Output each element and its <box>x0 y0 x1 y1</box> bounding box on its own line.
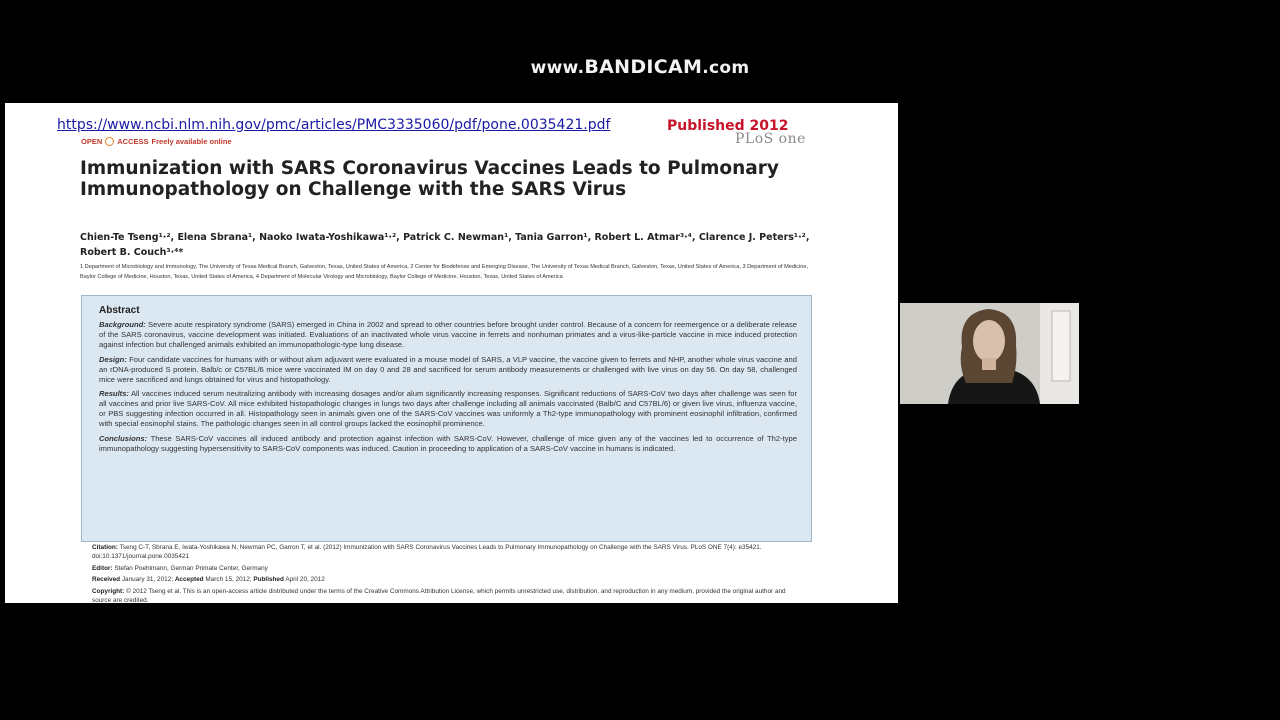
published-date-label: Published <box>253 576 284 584</box>
open-access-badge <box>81 137 232 146</box>
accepted-label: Accepted <box>174 576 204 584</box>
editor-label: Editor: <box>92 564 113 572</box>
design-label: Design: <box>99 354 127 364</box>
dates <box>92 576 792 585</box>
bandicam-watermark <box>0 56 1280 78</box>
editor-text: Stefan Poehlmann, German Primate Center, Germany <box>114 564 268 572</box>
copyright <box>92 588 792 603</box>
received-date: January 31, 2012; <box>121 576 174 584</box>
copyright-label: Copyright: <box>92 588 125 596</box>
article-title: Immunization with SARS Coronavirus Vaccines Leads to Pulmonary Immunopathology on Challenge with the SARS Virus <box>80 158 779 200</box>
abstract-design <box>99 355 797 385</box>
abstract-box <box>81 295 812 542</box>
access-label: ACCESS <box>117 137 149 146</box>
journal-logo: PLoS one <box>735 131 806 147</box>
article-metadata <box>92 544 792 603</box>
citation-text: Tseng C-T, Sbrana E, Iwata-Yoshikawa N, Newman PC, Garron T, et al. (2012) Immunization with SARS Coronavirus Vaccines Leads to Pulmonary Immunopathology on Challenge with the SARS Virus. PLoS ONE 7(4): e35421. doi:10.1371/journal.pone.0035421 <box>92 544 762 560</box>
watermark-prefix: www. <box>530 58 585 78</box>
abstract-conclusions <box>99 434 797 454</box>
open-label: OPEN <box>81 137 103 146</box>
results-text: All vaccines induced serum neutralizing antibody with increasing dosages and/or alum significantly increasing responses. Significant reductions of SARS-CoV two days after challenge was seen for all vaccines and prior live SARS-CoV. All mice exhibited histopathologic changes in lungs two days after challenge including all animals vaccinated (Balb/C and C57BL/6) or given live virus, influenza vaccine, or PBS suggesting infection occurred in all. Histopathology seen in animals given one of the SARS-CoV vaccines was uniformly a Th2-type immunopathology with prominent eosinophil infiltration, confirmed with special eosinophil stains. The pathologic changes seen in all control groups lacked the eosinophil prominence. <box>99 389 797 429</box>
conclusions-text: These SARS-CoV vaccines all induced antibody and protection against infection with SARS-CoV. However, challenge of mice given any of the vaccines led to occurrence of Th2-type immunopathology suggesting hypersensitivity to SARS-CoV components was induced. Caution in proceeding to application of a SARS-CoV vaccine in humans is indicated. <box>99 434 797 453</box>
article-url-link[interactable]: https://www.ncbi.nlm.nih.gov/pmc/articles/PMC3335060/pdf/pone.0035421.pdf <box>57 117 611 133</box>
abstract-results <box>99 389 797 429</box>
webcam-overlay <box>900 303 1079 404</box>
results-label: Results: <box>99 389 129 399</box>
citation <box>92 544 792 562</box>
published-label: Published 2012 <box>667 118 789 134</box>
accepted-date: March 15, 2012; <box>205 576 252 584</box>
pdf-page <box>5 103 898 603</box>
watermark-suffix: .com <box>702 58 750 78</box>
background-text: Severe acute respiratory syndrome (SARS) emerged in China in 2002 and spread to other countries before brought under control. Because of a concern for reemergence or a deliberate release of the SARS coronavirus, vaccine development was initiated. Evaluations of an inactivated whole virus vaccine in ferrets and nonhuman primates and a virus-like-particle vaccine in mice induced protection against infection but challenged animals exhibited an immunopathologic-type lung disease. <box>99 320 797 349</box>
design-text: Four candidate vaccines for humans with or without alum adjuvant were evaluated in a mouse model of SARS, a VLP vaccine, the vaccine given to ferrets and NHP, another whole virus vaccine and an rDNA-produced S protein. Balb/c or C57BL/6 mice were vaccinated IM on day 0 and 28 and sacrificed for serum antibody measurements or challenged with live virus on day 56. On day 58, challenged mice were sacrificed and lungs obtained for virus and histopathology. <box>99 354 797 384</box>
editor <box>92 565 792 574</box>
author-list: Chien-Te Tseng¹·², Elena Sbrana¹, Naoko Iwata-Yoshikawa¹·², Patrick C. Newman¹, Tania Garron¹, Robert L. Atmar³·⁴, Clarence J. Peters¹·², Robert B. Couch³·⁴* <box>80 232 810 258</box>
background-label: Background: <box>99 320 146 329</box>
watermark-brand: BANDICAM <box>584 56 703 78</box>
received-label: Received <box>92 576 121 584</box>
published-date: April 20, 2012 <box>285 576 325 584</box>
open-access-lock-icon <box>105 137 114 146</box>
affiliations: 1 Department of Microbiology and Immunology, The University of Texas Medical Branch, Galveston, Texas, United States of America, 2 Center for Biodefense and Emerging Disease, The University of Texas Medical Branch, Galveston, Texas, United States of America, 3 Department of Medicine, Baylor College of Medicine, Houston, Texas, United States of America, 4 Department of Molecular Virology and Microbiology, Baylor College of Medicine, Houston, Texas, United States of America <box>80 264 809 280</box>
webcam-person-icon <box>900 303 1079 404</box>
citation-label: Citation: <box>92 544 118 551</box>
conclusions-label: Conclusions: <box>99 434 148 444</box>
copyright-text: © 2012 Tseng et al. This is an open-access article distributed under the terms of the Creative Commons Attribution License, which permits unrestricted use, distribution, and reproduction in any medium, provided the original author and source are credited. <box>92 588 786 603</box>
abstract-heading: Abstract <box>99 305 140 316</box>
abstract-background <box>99 320 797 350</box>
freely-available-label: Freely available online <box>151 137 232 146</box>
